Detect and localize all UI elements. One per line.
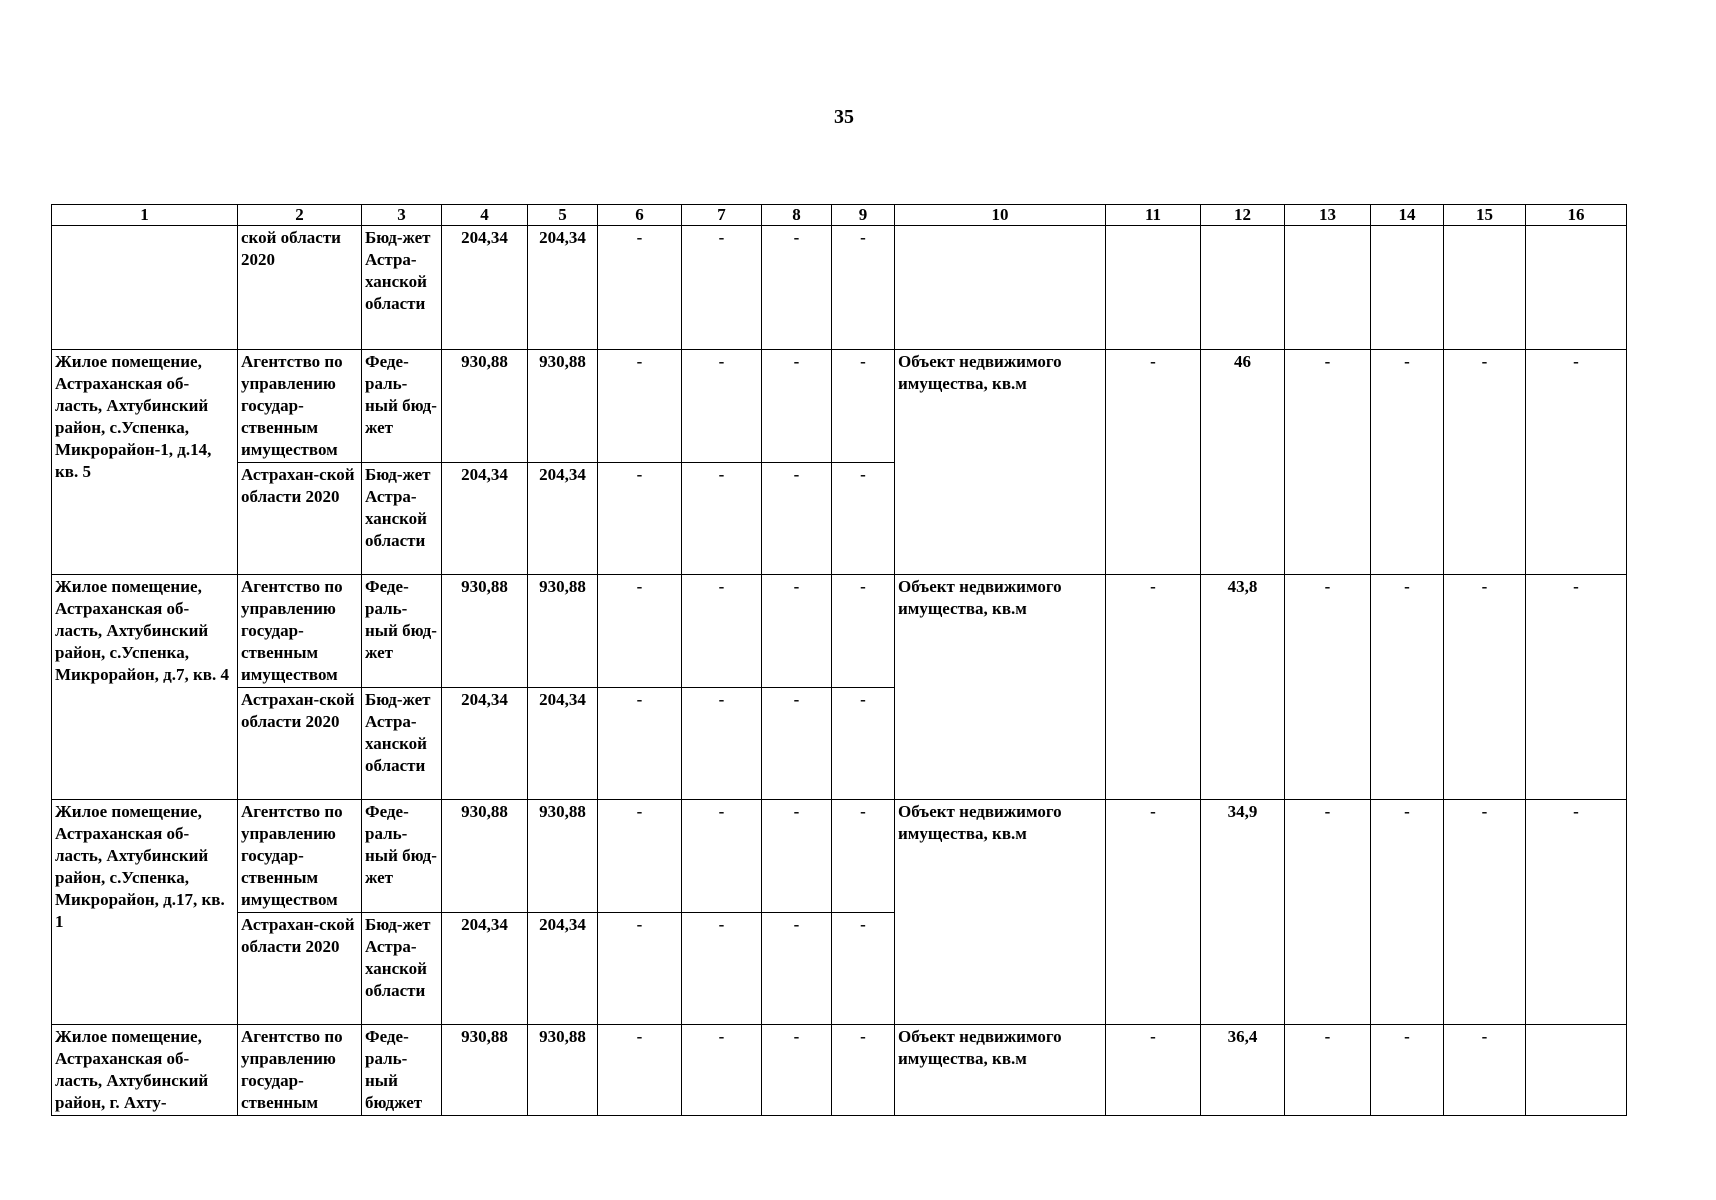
col16-cell	[1526, 226, 1627, 350]
col15-cell: -	[1444, 575, 1526, 800]
agency-cell: Агентство по управлению государ-ственным имуществом	[238, 800, 362, 913]
col12-cell: 46	[1201, 350, 1285, 575]
col7-cell: -	[682, 1025, 762, 1116]
object-cell: Жилое помещение, Астраханская об-ласть, Ахтубинский район, с.Успенка, Микрорайон-1, д.14, кв. 5	[52, 350, 238, 575]
col8-cell: -	[762, 226, 832, 350]
col9-cell: -	[832, 463, 895, 575]
registry-table	[51, 204, 1627, 1116]
col16-cell	[1526, 1025, 1627, 1116]
col13-cell: -	[1285, 575, 1371, 800]
col6-cell: -	[598, 913, 682, 1025]
col8-cell: -	[762, 800, 832, 913]
header-col-8: 8	[762, 205, 832, 226]
col16-cell: -	[1526, 575, 1627, 800]
col14-cell: -	[1371, 1025, 1444, 1116]
source-cell: Бюд-жет Астра-ханской области	[362, 913, 442, 1025]
col6-cell: -	[598, 226, 682, 350]
indicator-cell: Объект недвижимого имущества, кв.м	[895, 575, 1106, 800]
col7-cell: -	[682, 350, 762, 463]
col8-cell: -	[762, 688, 832, 800]
agency-cell: Астрахан-ской области 2020	[238, 688, 362, 800]
col9-cell: -	[832, 1025, 895, 1116]
agency-cell: Агентство по управлению государ-ственным	[238, 1025, 362, 1116]
indicator-cell: Объект недвижимого имущества, кв.м	[895, 800, 1106, 1025]
agency-cell: ской области 2020	[238, 226, 362, 350]
col5-cell: 930,88	[528, 800, 598, 913]
header-col-6: 6	[598, 205, 682, 226]
col6-cell: -	[598, 1025, 682, 1116]
col5-cell: 930,88	[528, 575, 598, 688]
col4-cell: 930,88	[442, 350, 528, 463]
col7-cell: -	[682, 463, 762, 575]
col6-cell: -	[598, 688, 682, 800]
col16-cell: -	[1526, 800, 1627, 1025]
col7-cell: -	[682, 226, 762, 350]
header-col-15: 15	[1444, 205, 1526, 226]
indicator-cell	[895, 226, 1106, 350]
col13-cell: -	[1285, 800, 1371, 1025]
col9-cell: -	[832, 575, 895, 688]
col7-cell: -	[682, 913, 762, 1025]
source-cell: Бюд-жет Астра-ханской области	[362, 463, 442, 575]
col8-cell: -	[762, 913, 832, 1025]
col8-cell: -	[762, 350, 832, 463]
object-cell: Жилое помещение, Астраханская об-ласть, Ахтубинский район, г. Ахту-	[52, 1025, 238, 1116]
col14-cell: -	[1371, 575, 1444, 800]
col6-cell: -	[598, 463, 682, 575]
header-col-4: 4	[442, 205, 528, 226]
header-col-12: 12	[1201, 205, 1285, 226]
indicator-cell: Объект недвижимого имущества, кв.м	[895, 1025, 1106, 1116]
col4-cell: 930,88	[442, 800, 528, 913]
col5-cell: 204,34	[528, 226, 598, 350]
col7-cell: -	[682, 575, 762, 688]
col4-cell: 204,34	[442, 913, 528, 1025]
source-cell: Феде-раль-ный бюджет	[362, 1025, 442, 1116]
col13-cell	[1285, 226, 1371, 350]
col9-cell: -	[832, 350, 895, 463]
col12-cell	[1201, 226, 1285, 350]
object-cell: Жилое помещение, Астраханская об-ласть, Ахтубинский район, с.Успенка, Микрорайон, д.7, кв. 4	[52, 575, 238, 800]
col4-cell: 930,88	[442, 575, 528, 688]
header-col-9: 9	[832, 205, 895, 226]
col9-cell: -	[832, 688, 895, 800]
col11-cell: -	[1106, 575, 1201, 800]
page-number: 35	[834, 106, 854, 128]
agency-cell: Агентство по управлению государ-ственным имуществом	[238, 575, 362, 688]
source-cell: Бюд-жет Астра-ханской области	[362, 226, 442, 350]
col9-cell: -	[832, 913, 895, 1025]
col5-cell: 204,34	[528, 463, 598, 575]
col4-cell: 204,34	[442, 463, 528, 575]
col5-cell: 930,88	[528, 1025, 598, 1116]
object-cell	[52, 226, 238, 350]
table-row	[52, 1025, 1627, 1116]
table-row	[52, 350, 1627, 463]
object-cell: Жилое помещение, Астраханская об-ласть, Ахтубинский район, с.Успенка, Микрорайон, д.17, кв. 1	[52, 800, 238, 1025]
col8-cell: -	[762, 1025, 832, 1116]
col15-cell: -	[1444, 350, 1526, 575]
col11-cell	[1106, 226, 1201, 350]
source-cell: Бюд-жет Астра-ханской области	[362, 688, 442, 800]
col12-cell: 36,4	[1201, 1025, 1285, 1116]
col5-cell: 204,34	[528, 913, 598, 1025]
col6-cell: -	[598, 350, 682, 463]
table-row	[52, 800, 1627, 913]
col4-cell: 204,34	[442, 688, 528, 800]
col6-cell: -	[598, 575, 682, 688]
col15-cell: -	[1444, 800, 1526, 1025]
header-col-13: 13	[1285, 205, 1371, 226]
col7-cell: -	[682, 800, 762, 913]
col16-cell: -	[1526, 350, 1627, 575]
col8-cell: -	[762, 463, 832, 575]
header-col-5: 5	[528, 205, 598, 226]
source-cell: Феде-раль-ный бюд-жет	[362, 575, 442, 688]
col4-cell: 204,34	[442, 226, 528, 350]
col11-cell: -	[1106, 350, 1201, 575]
header-col-14: 14	[1371, 205, 1444, 226]
col9-cell: -	[832, 800, 895, 913]
col12-cell: 34,9	[1201, 800, 1285, 1025]
header-col-2: 2	[238, 205, 362, 226]
indicator-cell: Объект недвижимого имущества, кв.м	[895, 350, 1106, 575]
header-col-16: 16	[1526, 205, 1627, 226]
table-row	[52, 226, 1627, 350]
col14-cell: -	[1371, 350, 1444, 575]
col14-cell: -	[1371, 800, 1444, 1025]
col12-cell: 43,8	[1201, 575, 1285, 800]
header-col-3: 3	[362, 205, 442, 226]
col11-cell: -	[1106, 1025, 1201, 1116]
col8-cell: -	[762, 575, 832, 688]
table-row	[52, 575, 1627, 688]
header-col-7: 7	[682, 205, 762, 226]
source-cell: Феде-раль-ный бюд-жет	[362, 800, 442, 913]
col14-cell	[1371, 226, 1444, 350]
col13-cell: -	[1285, 350, 1371, 575]
col11-cell: -	[1106, 800, 1201, 1025]
col13-cell: -	[1285, 1025, 1371, 1116]
header-col-11: 11	[1106, 205, 1201, 226]
header-col-1: 1	[52, 205, 238, 226]
col15-cell: -	[1444, 1025, 1526, 1116]
col15-cell	[1444, 226, 1526, 350]
col5-cell: 204,34	[528, 688, 598, 800]
source-cell: Феде-раль-ный бюд-жет	[362, 350, 442, 463]
header-row	[52, 205, 1627, 226]
agency-cell: Астрахан-ской области 2020	[238, 913, 362, 1025]
col4-cell: 930,88	[442, 1025, 528, 1116]
col6-cell: -	[598, 800, 682, 913]
agency-cell: Агентство по управлению государ-ственным имуществом	[238, 350, 362, 463]
col9-cell: -	[832, 226, 895, 350]
col5-cell: 930,88	[528, 350, 598, 463]
col7-cell: -	[682, 688, 762, 800]
agency-cell: Астрахан-ской области 2020	[238, 463, 362, 575]
header-col-10: 10	[895, 205, 1106, 226]
